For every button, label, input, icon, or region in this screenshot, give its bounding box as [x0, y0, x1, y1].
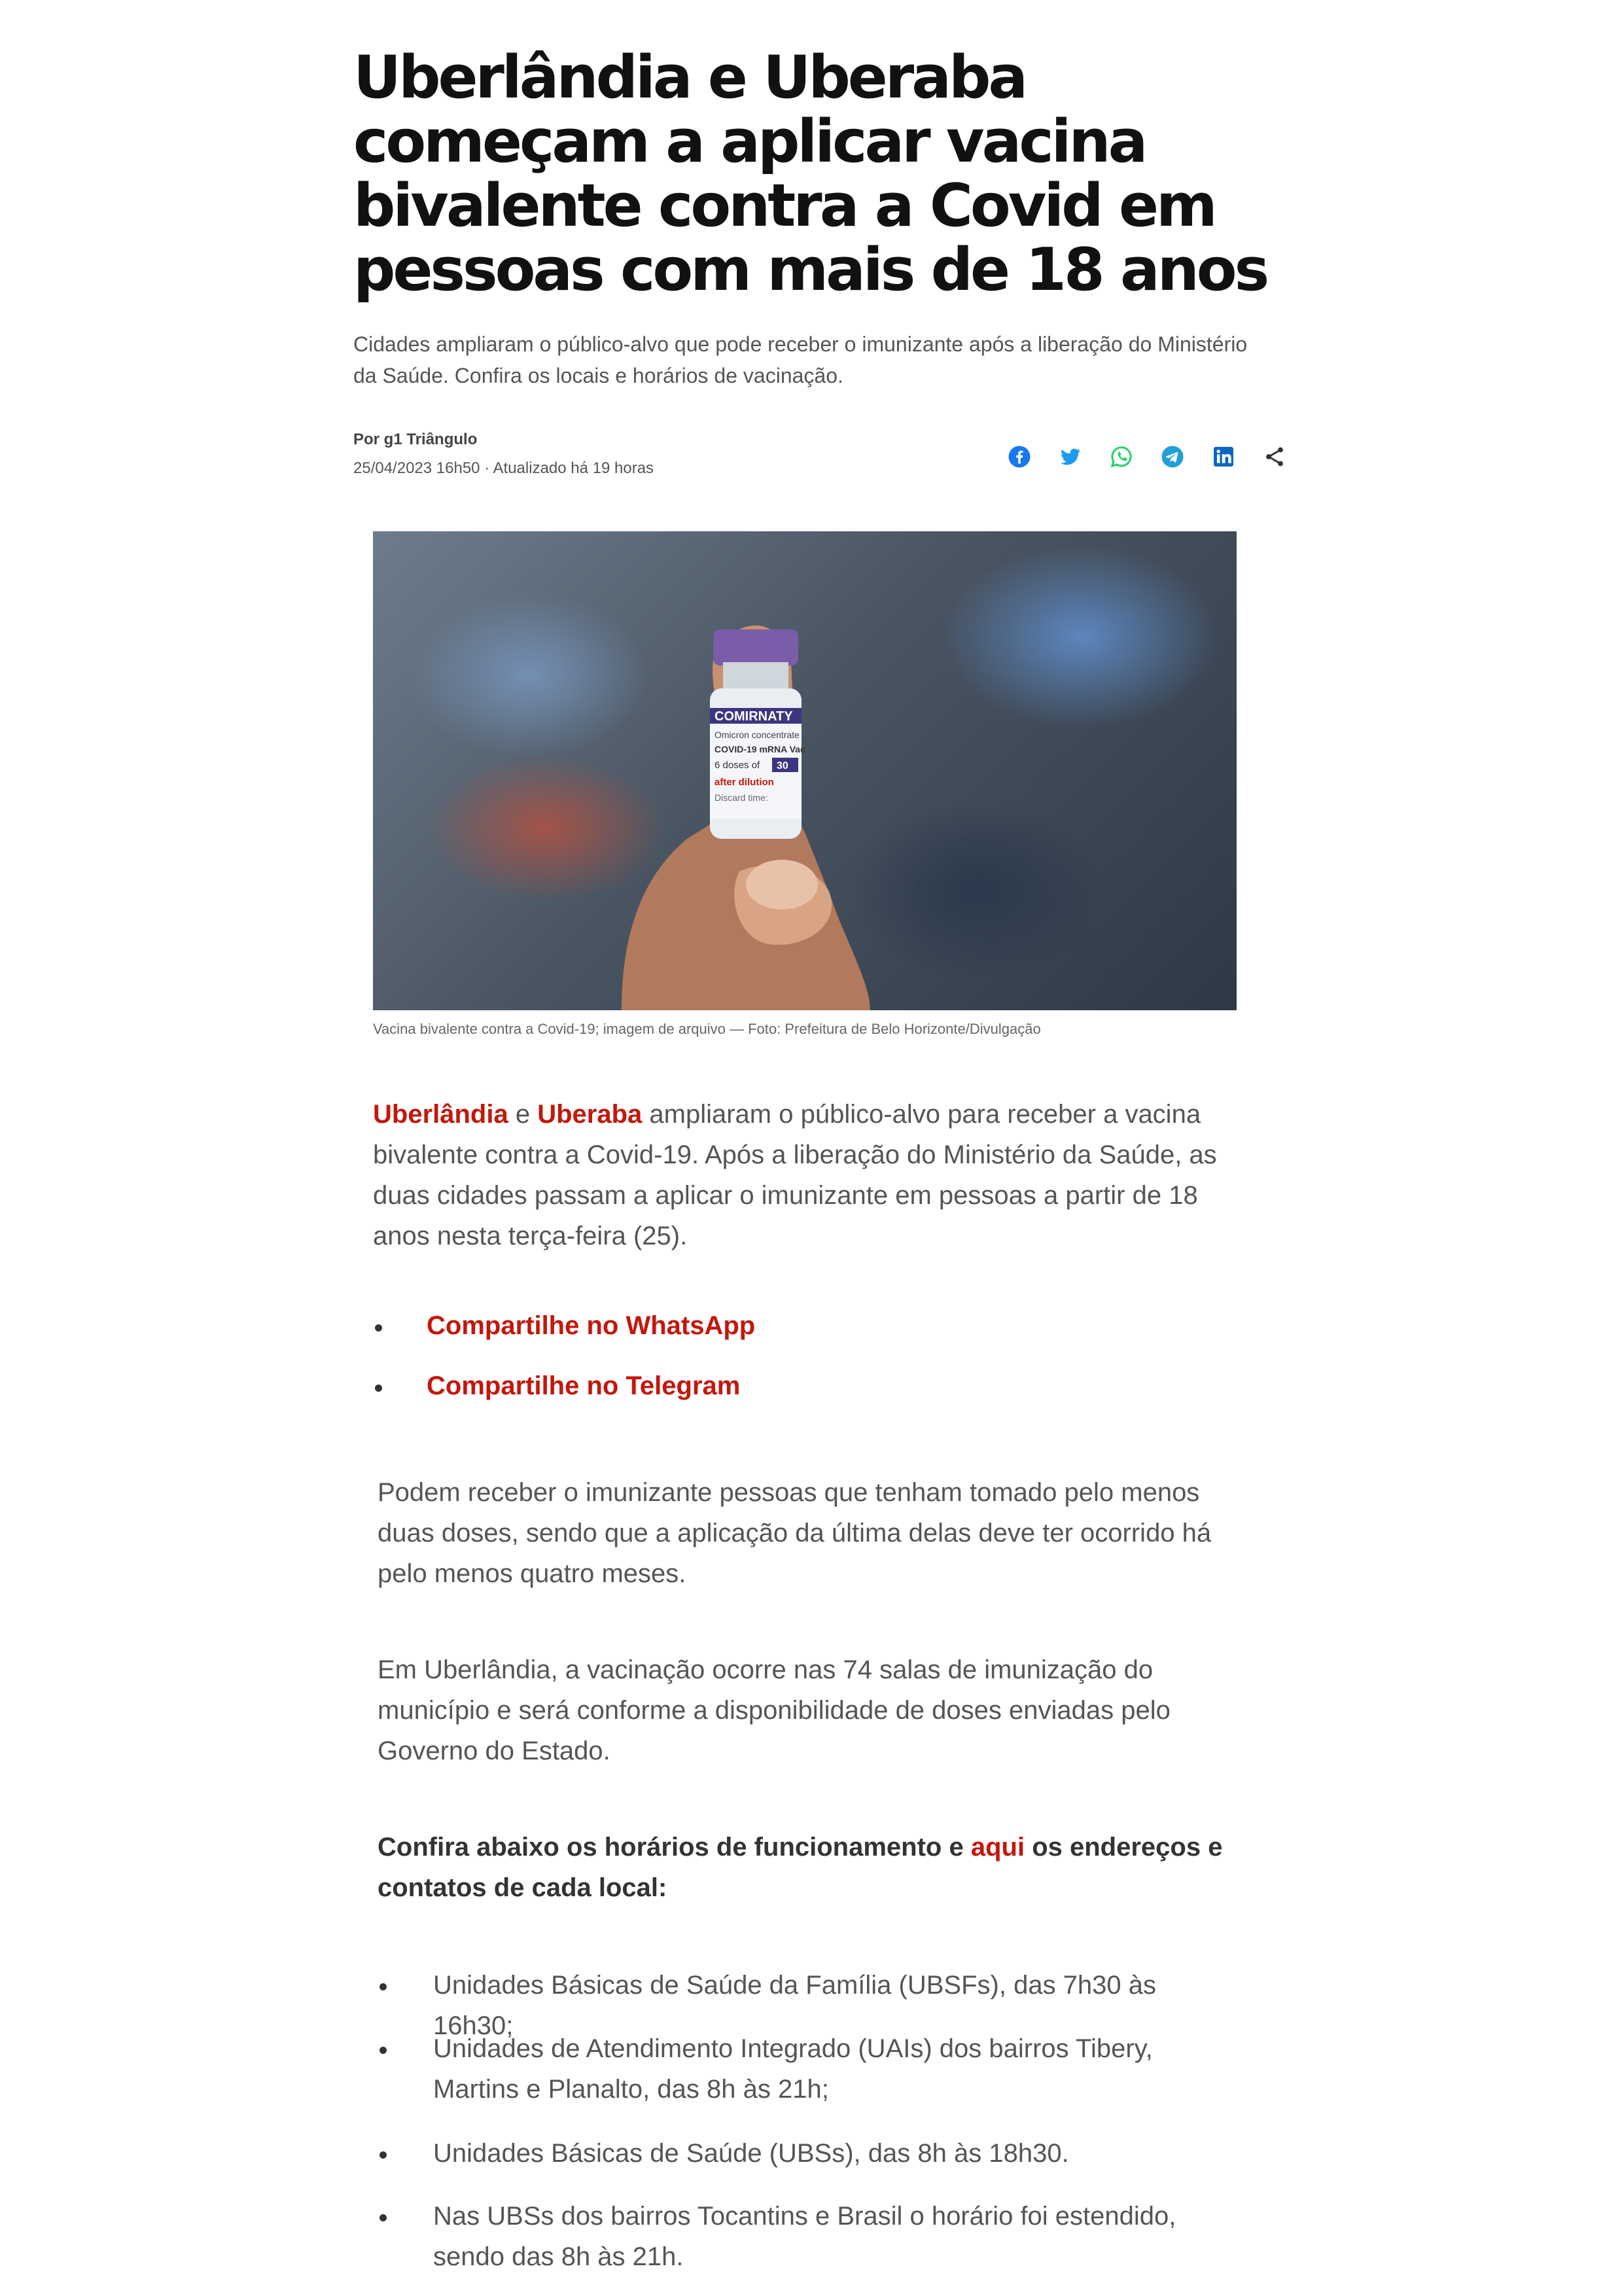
share-telegram-link[interactable]: Compartilhe no Telegram [427, 1371, 741, 1400]
vial-dose-number: 30 [777, 760, 788, 771]
thumbnail-shape [746, 860, 818, 910]
vial-label-line: Discard time: [714, 792, 768, 803]
intro-text: ampliaram o público-alvo para receber a vacina bivalente contra a Covid-19. Após a liberação do Ministério da Saúde, as duas cidades passam a aplicar o imunizante em pessoas a partir de 18 anos nesta terça-feira (25). [373, 1100, 1217, 1250]
vial-neck [723, 662, 788, 692]
article-photo[interactable] [373, 531, 1237, 1010]
article-subtitle: Cidades ampliaram o público-alvo que pode receber o imunizante após a liberação do Ministério da Saúde. Confira os locais e horários de vacinação. [353, 332, 1248, 387]
whatsapp-icon [1110, 445, 1133, 468]
share-icon [1263, 445, 1286, 468]
schedule-intro-text: Confira abaixo os horários de funcionamento e [378, 1833, 964, 1862]
vial-label-line: 6 doses of [714, 760, 760, 771]
uberlandia-link[interactable]: Uberlândia [373, 1100, 508, 1129]
vial-label-brand: COMIRNATY [714, 709, 793, 724]
whatsapp-share-button[interactable] [1107, 442, 1136, 471]
vial-cap [713, 629, 798, 665]
schedule-item: Nas UBSs dos bairros Tocantins e Brasil o horário foi estendido, sendo das 8h às 21h. [433, 2202, 1176, 2271]
facebook-share-button[interactable] [1005, 442, 1034, 471]
telegram-icon [1161, 445, 1184, 468]
bullet-dot [375, 1324, 382, 1332]
intro-conjunction: e [515, 1100, 531, 1129]
facebook-icon [1008, 445, 1031, 468]
uberaba-link[interactable]: Uberaba [537, 1100, 643, 1129]
bullet-dot [379, 1983, 387, 1990]
intro-paragraph [373, 1094, 1243, 1256]
bullet-dot [379, 2151, 387, 2159]
schedule-item: Unidades Básicas de Saúde (UBSs), das 8h às 18h30. [433, 2139, 1069, 2168]
bullet-dot [375, 1385, 382, 1392]
twitter-icon [1059, 445, 1082, 468]
linkedin-icon [1212, 445, 1235, 468]
schedule-item: Unidades de Atendimento Integrado (UAIs) dos bairros Tibery, Martins e Planalto, das 8h às 21h; [433, 2034, 1153, 2104]
schedule-item: Unidades Básicas de Saúde da Família (UBSFs), das 7h30 às 16h30; [433, 1971, 1157, 2040]
dateline: 25/04/2023 16h50 · Atualizado há 19 horas [353, 459, 654, 477]
twitter-share-button[interactable] [1056, 442, 1085, 471]
photo-caption: Vacina bivalente contra a Covid-19; imagem de arquivo — Foto: Prefeitura de Belo Horizonte/Divulgação [373, 1021, 1041, 1037]
schedule-intro [378, 1827, 1248, 1908]
addresses-link[interactable]: aqui [970, 1833, 1025, 1862]
linkedin-share-button[interactable] [1209, 442, 1238, 471]
bullet-dot [379, 2214, 387, 2221]
schedule-intro-text: os endereços e contatos de cada local: [378, 1833, 1223, 1902]
vial-label-line: COVID-19 mRNA Vac [714, 744, 805, 754]
telegram-share-button[interactable] [1158, 442, 1187, 471]
uberlandia-paragraph: Em Uberlândia, a vacinação ocorre nas 74 salas de imunização do município e será conforme a disponibilidade de doses enviadas pelo Governo do Estado. [378, 1655, 1171, 1765]
eligibility-paragraph: Podem receber o imunizante pessoas que tenham tomado pelo menos duas doses, sendo que a aplicação da última delas deve ter ocorrido há pelo menos quatro meses. [378, 1478, 1212, 1588]
byline[interactable]: Por g1 Triângulo [353, 431, 478, 448]
vaccine-vial-illustration [373, 531, 1237, 1010]
vial-label-line: Omicron concentrate [714, 730, 800, 740]
share-whatsapp-link[interactable]: Compartilhe no WhatsApp [427, 1311, 756, 1340]
article-title: Uberlândia e Uberaba começam a aplicar vacina bivalente contra a Covid em pessoas com mais de 18 anos [353, 43, 1267, 304]
share-button[interactable] [1260, 442, 1289, 471]
vial-label-line: after dilution [714, 777, 774, 788]
bullet-dot [379, 2047, 387, 2054]
